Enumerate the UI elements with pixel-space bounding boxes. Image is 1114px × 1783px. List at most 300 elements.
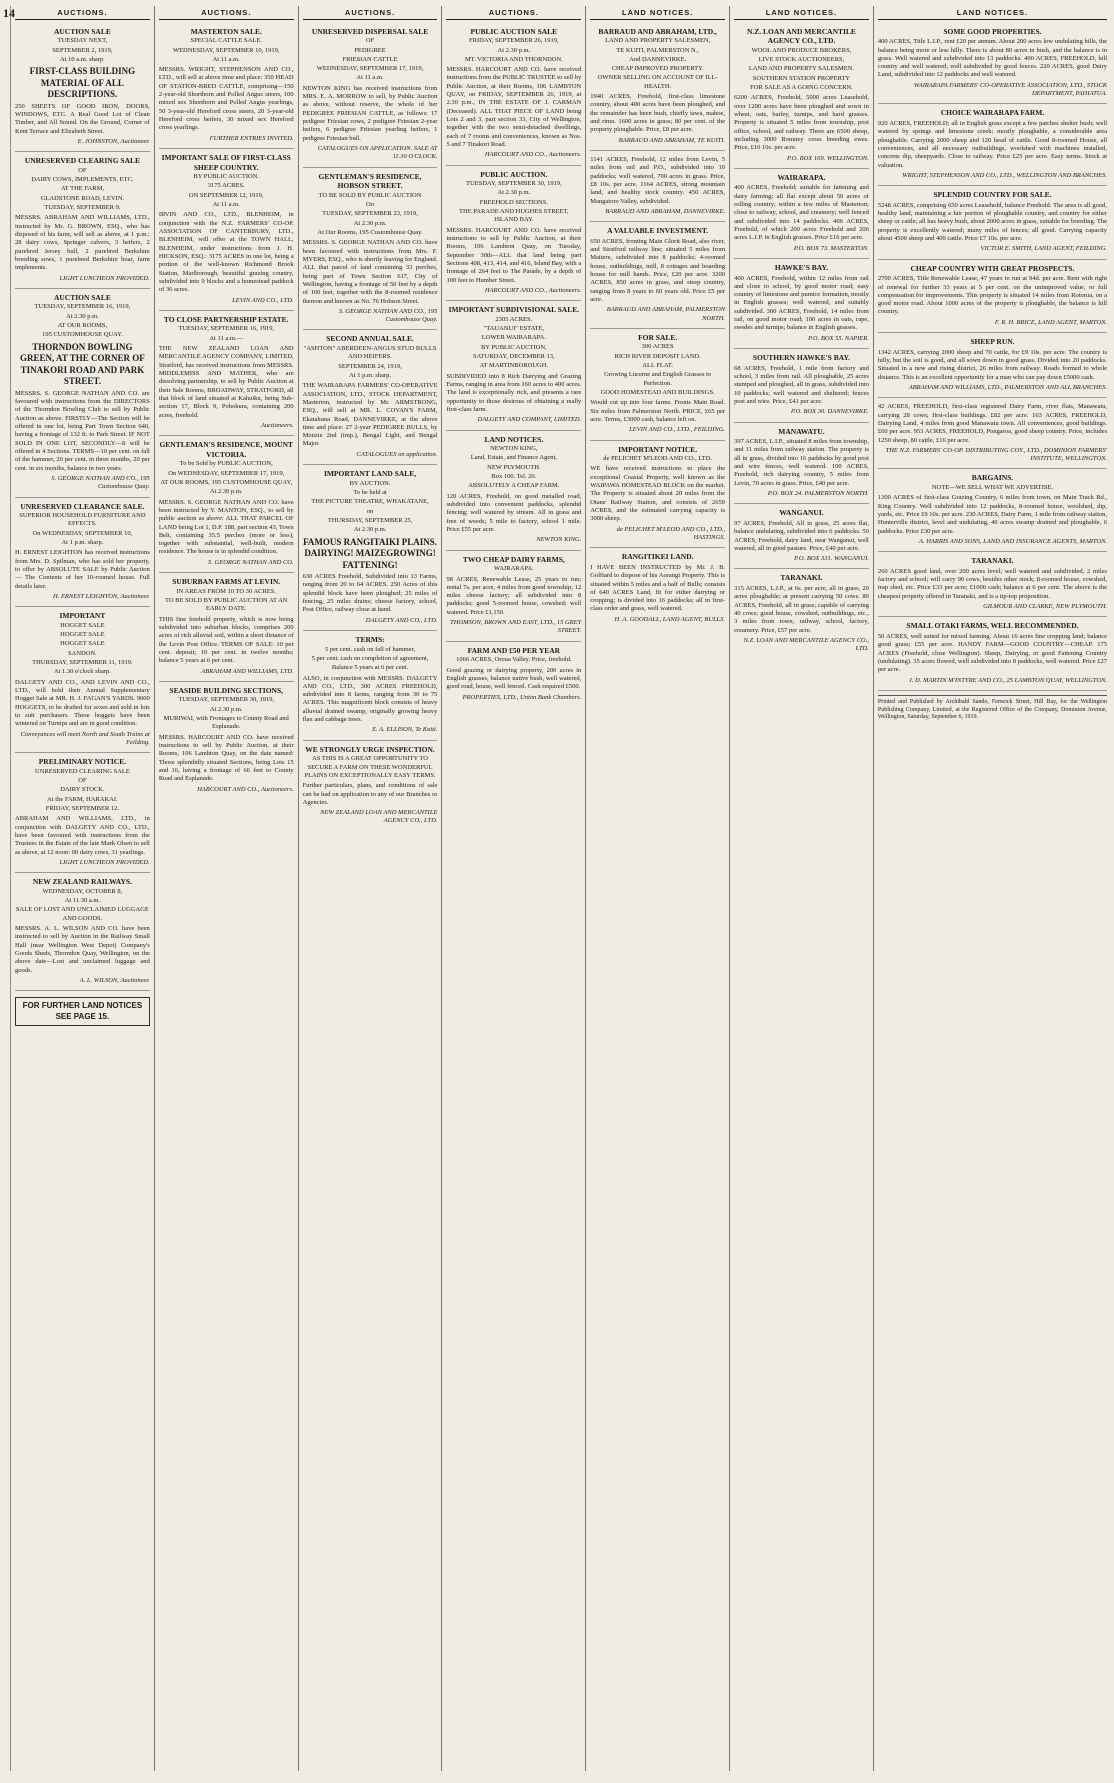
ad-subline: TUESDAY, SEPTEMBER 9. <box>44 204 121 212</box>
ad-body: 1940 ACRES, Freehold, first-class limestone country, about 400 acres have been ploughed, and the remainder has been bush, chiefly tawa, mahoe, and rimu. 1600 acres in grass; 80 per cent. of the property ploughable. Price, £8 per acre. <box>590 93 726 134</box>
ad-heading: SOME GOOD PROPERTIES. <box>943 26 1042 36</box>
ad-heading: WAIRARAPA. <box>777 172 826 182</box>
advertisement <box>734 169 869 259</box>
ad-heading: FARM AND £50 PER YEAR <box>467 645 561 655</box>
ad-body: 42 ACRES, FREEHOLD, first-class registered Dairy Farm, river flats, Manawatu, carrying 28 cows; first-class buildings. £82 per acre. 163 ACRES, FREEHOLD, Dairying Land, 4 miles from good Manawatu town. All conveniences, good buildings. £60 per acre. 953 ACRES, FREEHOLD, Pongaroa, good sheep country. Price, includes 1250 sheep, 80 cattle, £16 per acre. <box>877 403 1108 444</box>
advertisement <box>159 436 294 573</box>
ad-subline: 5 per cent. cash on fall of hammer, <box>324 645 416 653</box>
ad-body: ALSO, in conjunction with MESSRS. DALGETY AND CO., LTD., 300 ACRES FREEHOLD, subdivided into 8 farms, ranging from 30 to 75 ACRES. This magnificent block consists of heavy alluvial drained swamp, originally growing heavy flax and cabbage trees. <box>302 674 438 724</box>
ad-subline: To be held at <box>353 489 387 496</box>
ad-subline: SEPTEMBER 24, 1919, <box>338 362 402 370</box>
column-header: LAND NOTICES. <box>734 6 869 20</box>
ad-signature: BARRAUD AND ABRAHAM, DANNEVIRKE. <box>605 207 726 215</box>
ad-subline: SPECIAL CATTLE SALE. <box>190 37 262 45</box>
newspaper-page <box>3 6 1111 1771</box>
column-7 <box>874 6 1111 1771</box>
ad-signature: S. GEORGE NATHAN AND CO., 195 Customhouse Quay. <box>338 307 438 324</box>
ad-heading: SECOND ANNUAL SALE. <box>326 334 414 344</box>
advertisement <box>878 104 1107 186</box>
ad-subline: THURSDAY, SEPTEMBER 25, <box>327 516 413 524</box>
ad-signature: P.O. BOX 24. PALMERSTON NORTH. <box>767 489 869 497</box>
ad-signature: CATALOGUES ON APPLICATION. SALE AT 11.30 O'CLOCK. <box>317 144 438 161</box>
further-notices-box: FOR FURTHER LAND NOTICES SEE PAGE 15. <box>15 997 150 1025</box>
ad-subline: At 11 a.m. <box>356 74 384 82</box>
advertisement <box>159 149 294 311</box>
ad-subline: TUESDAY, SEPTEMBER 30, 1919, <box>465 180 562 188</box>
ad-subline: AS THIS IS A GREAT OPPORTUNITY TO SECURE A FARM ON THESE WONDERFUL PLAINS ON EXCEPTIONALLY EASY TERMS. <box>304 755 436 779</box>
ad-subline: LAND AND PROPERTY SALESMEN. <box>748 65 855 73</box>
ad-title: FIRST-CLASS BUILDING MATERIAL OF ALL DESCRIPTIONS. <box>29 66 136 100</box>
ad-signature: WRIGHT, STEPHENSON AND CO., LTD., WELLINGTON AND BRANCHES. <box>902 171 1108 179</box>
advertisement <box>303 741 438 831</box>
ad-signature: CATALOGUES on application. <box>356 450 438 458</box>
ad-subline: on <box>366 507 374 515</box>
ad-subline: BY PUBLIC AUCTION, <box>481 343 547 351</box>
advertisement <box>590 222 725 329</box>
ad-subline: WEDNESDAY, SEPTEMBER 10, 1919, <box>172 46 280 54</box>
advertisement <box>446 642 581 707</box>
ad-subline: At 1 p.m. sharp. <box>61 539 104 547</box>
ad-signature: DALGETY AND COMPANY, LIMITED. <box>477 416 582 424</box>
ad-subline: OF <box>78 777 87 785</box>
ad-heading: FOR SALE. <box>638 332 678 342</box>
ad-body: DALGETY AND CO., AND LEVIN AND CO., LTD., will hold their Annual Supplementary Hogget Sale at MR. H. J. FAGAN'S YARDS. 9000 HOGGETS, to be drafted for sexes and sold in lots to suit purchasers. These hoggets have been wintered on Turnips and are in good condition. <box>15 678 150 728</box>
ad-subline: THE PARADE AND HUGHES STREET, ISLAND BAY. <box>459 208 569 224</box>
ad-body: 400 ACRES, Freehold; suitable for fattening and dairy farming; all flat except about 50 acres of rolling country; within a few miles of Masterton; close to railway, school, and creamery; well fenced and subdivided into 14 paddocks. 406 ACRES, Freehold, of which 200 acres Freehold and 206 acres L.I.P. in English grasses. Price £16 per acre. <box>734 184 869 242</box>
ad-subline: FRIESIAN CATTLE <box>342 55 398 63</box>
ad-body: 400 ACRES, Freehold, within 12 miles from rail and close to school, by good motor road; easy country of limestone and pumice formation, mostly in English grasses; well watered, and suitably subdivided. 300 ACRES, Freehold, 14 miles from rail, on good motor road; 100 acres in oats, rape, swedes and turnips; balance in English grasses. <box>734 274 869 332</box>
ad-body: 630 ACRES Freehold, Subdivided into 13 Farms, ranging from 20 to 64 ACRES. 250 Acres of this splendid block have been ploughed; 25 miles of fencing, 25 miles drains; cheese factory, school, Post Office, railway close at hand. <box>302 573 438 614</box>
ad-signature: PROPERTIES, LTD., Union Bank Chambers. <box>462 693 582 701</box>
ad-heading: SMALL OTAKI FARMS, WELL RECOMMENDED. <box>906 621 1079 631</box>
advertisement <box>303 631 438 741</box>
ad-heading: GENTLEMAN'S RESIDENCE, HOBSON STREET. <box>318 171 422 191</box>
ad-signature: S. GEORGE NATHAN AND CO. <box>208 558 294 566</box>
ad-subline: FREEHOLD SECTIONS. <box>479 198 548 206</box>
ad-signature: A. L. WILSON, Auctioneer. <box>79 976 150 984</box>
ad-heading: A VALUABLE INVESTMENT. <box>607 226 709 236</box>
advertisement <box>15 498 150 608</box>
ad-subline: MURIWAI, with Frontages to County Road and Esplanade. <box>163 715 289 731</box>
ad-signature: GILMOUR AND CLARKE, NEW PLYMOUTH. <box>983 603 1108 611</box>
ad-signature: DALGETY AND CO., LTD. <box>365 616 438 624</box>
advertisement <box>446 431 581 551</box>
advertisement <box>159 682 294 799</box>
ad-heading: RANGITIKEI LAND. <box>621 552 694 562</box>
ad-subline: "ASHTON" ABERDEEN-ANGUS STUD BULLS AND HEIFERS. <box>303 345 437 361</box>
ad-heading: PRELIMINARY NOTICE. <box>38 757 127 767</box>
ad-subline: ALL FLAT. <box>642 362 673 370</box>
ad-subline: de PELICHET M'LEOD AND CO., LTD. <box>603 455 713 463</box>
ad-subline: 2305 ACRES. <box>495 315 533 323</box>
ad-subline: ON SEPTEMBER 12, 1919, <box>188 191 264 199</box>
ad-subline: At 1.30 o'clock sharp. <box>53 668 111 676</box>
ad-subline: Balance 5 years at 6 per cent. <box>331 664 409 672</box>
advertisement <box>878 398 1107 469</box>
ad-signature: S. GEORGE NATHAN AND CO., 195 Customhouse Quay. <box>51 474 150 491</box>
advertisement <box>590 151 725 222</box>
ad-body: IRVIN AND CO., LTD., BLENHEIM, in conjunction with the N.Z. FARMERS' CO-OP. ASSOCIATION OF CANTERBURY, LTD., BLENHEIM, will offer at the TOWN HALL, BLENHEIM, under instructions from J. H. HICKSON, ESQ.: 3175 ACRES in one lot, being a portion of the well-known Richmond Brook Station, Marlborough, beautiful grazing country, subdivided into 9 blocks and a homestead paddock of 36 acres. <box>158 211 294 294</box>
column-3 <box>299 6 443 1771</box>
ad-body: 650 ACRES, fronting Main Glorit Road, also river, and Stratford railway line; situated 5 miles from Maitere, subdivided into 8 paddocks; 4-roomed house, outbuildings, mill, 8 cottages and boarding house for mill hands. Price, £20 per acre. 3200 ACRES, 850 acres in grass, and steep country, ranging from 8 years to 60 years old. Price £5 per acre. <box>590 237 726 303</box>
ad-signature: P.O. BOX 331. WANGANUI. <box>794 555 869 563</box>
ad-signature: FURTHER ENTRIES INVITED. <box>209 134 294 142</box>
ad-subline: AT MARTINBOROUGH. <box>479 362 549 370</box>
ad-heading: NEW ZEALAND RAILWAYS. <box>32 877 132 887</box>
ad-heading: TWO CHEAP DAIRY FARMS, <box>462 554 565 564</box>
advertisement <box>15 607 150 753</box>
advertisement <box>303 465 438 631</box>
ad-subline: SUPERIOR HOUSEHOLD FURNITURE AND EFFECTS. <box>19 512 146 528</box>
ad-subline: At 11 a.m.— <box>209 334 244 342</box>
ad-subline: At 2.30 p.m. <box>209 488 243 496</box>
ad-heading: CHEAP COUNTRY WITH GREAT PROSPECTS. <box>910 263 1075 273</box>
ad-subline: At 2.30 p.m. <box>353 526 387 534</box>
advertisement <box>878 333 1107 398</box>
ad-subline: BY AUCTION. <box>349 479 391 487</box>
advertisement <box>15 289 150 498</box>
column-header: AUCTIONS. <box>15 6 150 20</box>
ad-body: 120 ACRES, Freehold, on good metalled road, subdivided into convenient paddocks, splendid fencing; well watered by stream. All in grass and free of weeds; 5 mile to factory, school 1 mile. Price £55 per acre. <box>446 492 582 533</box>
ad-heading: BARGAINS. <box>971 473 1014 483</box>
ad-body: MESSRS. A. L. WILSON AND CO. have been instructed to sell by Auction in the Railway Small Hall (near Wellington West Depot) Company's Goods Sheds, Thorndon Quay, Wellington, on the above date—Lost and unclaimed luggage and goods. <box>15 925 150 974</box>
ad-signature: Auctioneers. <box>260 421 294 429</box>
ad-heading: TERMS: <box>355 634 385 644</box>
ad-body: 1141 ACRES, Freehold, 12 miles from Levin, 5 miles from rail and P.O., subdivided into 10 paddocks; well watered, 700 acres in grass. Price, £8 10s. per acre. 1164 ACRES, strong mountain land, and healthy stock country. 450 ACRES, Mangatoro Valley, subdivided. <box>590 155 726 205</box>
ad-subline: RICH RIVER DEPOSIT LAND. <box>614 352 701 360</box>
ad-signature: J. D. MARTIN M'INTYRE AND CO., 25 LAMBTON QUAY, WELLINGTON. <box>908 676 1108 684</box>
ad-body: THE NEW ZEALAND LOAN AND MERCANTILE AGENCY COMPANY, LIMITED, Stratford, has received instructions from MESSRS. MIDDLEMISS AND MATHER, who are dissolving partnership, to sell by Public Auction at their Sale Rooms, BROADWAY, STRATFORD, all that block of land situated at Kahuiku, being Sub-section 17, Block 9, Pohokura, containing 200 acres, freehold. <box>158 345 294 419</box>
ad-heading: SOUTHERN HAWKE'S BAY. <box>752 353 851 363</box>
ad-subline: MT. VICTORIA AND THORNDON. <box>464 55 563 63</box>
ad-body: 250 SHEETS OF GOOD IRON, DOORS, WINDOWS, ETC. A Real Good Lot of Clean Timber, and All Sound. On the Ground, Corner of Kent Terrace and Elizabeth Street. <box>15 102 150 135</box>
ad-subline: SANDON. <box>68 649 97 657</box>
ad-subline: SALE OF LOST AND UNCLAIMED LUGGAGE AND GOODS. <box>15 906 149 922</box>
ad-signature: LEVIN AND CO., LTD., FEILDING. <box>629 426 726 434</box>
ad-subline: On WEDNESDAY, SEPTEMBER 17, 1919, <box>168 469 285 477</box>
ad-signature: P.O. BOX 55. NAPIER. <box>808 334 869 342</box>
ad-heading: IMPORTANT LAND SALE, <box>323 469 417 479</box>
column-header: AUCTIONS. <box>303 6 438 20</box>
ad-signature: LIGHT LUNCHEON PROVIDED. <box>59 858 150 866</box>
column-1 <box>11 6 155 1771</box>
ad-body: NEWTON KING has received instructions from MRS. E. A. MORROW to sell, by Public Auction as above, without reserve, the whole of her PEDIGREE FRIESIAN CATTLE, as follows: 17 pedigree Friesian cows, 2 pedigree Friesian 2-year heifers, 6 pedigree Friesian yearling heifers, 1 pedigree Friesian bull. <box>302 84 438 142</box>
advertisement <box>446 23 581 166</box>
ad-subline: At 2.30 p.m. <box>209 705 243 713</box>
ad-body: MESSRS. S. GEORGE NATHAN AND CO. have been favoured with instructions from Mrs. F. MYERS, ESQ., who is shortly leaving for England. ALL that parcel of land containing 33 perches, being part of Town Section 617, City of Wellington, having a frontage of 50 feet by a depth of 100 feet, together with the 8-roomed residence thereon and known as No. 76 Hobson Street. <box>302 239 438 305</box>
ad-heading: GENTLEMAN'S RESIDENCE, MOUNT VICTORIA. <box>159 440 293 459</box>
ad-signature: HARCOURT AND CO., Auctioneers. <box>484 286 582 294</box>
ad-subline: CHEAP IMPROVED PROPERTY. <box>611 65 704 73</box>
ad-subline: At 11.30 a.m. <box>64 897 101 905</box>
ad-signature: ABRAHAM AND WILLIAMS, LTD., PALMERSTON AND ALL BRANCHES. <box>908 383 1108 391</box>
ad-heading: UNRESERVED CLEARING SALE <box>24 156 140 166</box>
advertisement <box>878 617 1107 690</box>
ad-body: 1342 ACRES, carrying 2000 sheep and 70 cattle, for £9 10s. per acre. The country is hilly, but the soil is good, and all sown down in good grass. Divided into 20 paddocks. Situated in a new and rising district, 26 miles from railway. Roads formed to whole distance. This is an excellent opportunity for a man who can pay down £5000 cash. <box>877 348 1108 381</box>
advertisement <box>734 23 869 169</box>
ad-body: Would cut up into four farms. Fronts Main Road. Six miles from Palmerston North. PRICE, £65 per acre. Terms, £3000 cash, balance left on. <box>590 399 726 423</box>
ad-subline: TE KUITI, PALMERSTON N., <box>616 46 699 54</box>
advertisement <box>734 349 869 422</box>
column-header: AUCTIONS. <box>446 6 581 20</box>
ad-signature: E. A. ELLISON, Te Kuiti. <box>372 726 438 734</box>
ad-subline: FRIDAY, SEPTEMBER 12. <box>45 805 120 813</box>
ad-subline: ABSOLUTELY A CHEAP FARM. <box>468 482 560 490</box>
ad-heading: SPLENDID COUNTRY FOR SALE. <box>933 190 1052 200</box>
ad-signature: BARRAUD AND ABRAHAM, TE KUITI. <box>618 136 726 144</box>
ad-subline: HOGGET SALE <box>60 621 105 629</box>
ad-heading: SEASIDE BUILDING SECTIONS, <box>169 685 284 695</box>
ad-body: Further particulars, plans, and conditions of sale can be had on application to any of our Branches or Agencies. <box>302 782 438 806</box>
ad-body: 5248 ACRES, comprising 650 acres Leasehold, balance Freehold. The area is all good, healthy land, maintaining a fair portion of ploughable country, and country for either sheep or cattle; all has heavy bush, about 2000 acres in grass, suitable for breeding. The property is excellently watered; many miles of fences; all good. Carrying capacity about 4500 sheep and 400 cattle. Price £7 10s. per acre. <box>877 201 1108 242</box>
ad-body: MESSRS. S. GEORGE NATHAN AND CO. have been instructed by Y. MANTON, ESQ., to sell by public auction as above: ALL THAT PARCEL OF LAND being Lot 1, D.P. 188, part section 43, Town Belt, containing 35.5 perches (more or less), together with substantial, well-built, modern residence. The house is in splendid condition. <box>158 498 294 556</box>
advertisement <box>303 168 438 331</box>
advertisement <box>878 260 1107 333</box>
ad-subline: AT THE FARM, <box>60 185 104 193</box>
advertisement <box>446 301 581 430</box>
ad-heading: CHOICE WAIRARAPA FARM. <box>940 108 1045 118</box>
ad-subline: BY PUBLIC AUCTION. <box>193 173 260 181</box>
ad-heading: AUCTION SALE <box>53 292 111 302</box>
advertisement <box>446 166 581 302</box>
ad-signature: THE N.Z. FARMERS' CO-OP. DISTRIBUTING COY., LTD., DOMINION FARMERS' INSTITUTE, WELLINGTON. <box>885 446 1108 463</box>
ad-body: 68 ACRES, Freehold, 1 mile from factory and school, 3 miles from rail. All ploughable, 25 acres stumped and ploughed, all in grass, subdivided into 10 paddocks; well watered and sheltered; fences post and wire. Price, £41 per acre. <box>734 364 869 405</box>
ad-subline: At the FARM, HARAKAI. <box>47 795 118 803</box>
ad-heading: UNRESERVED DISPERSAL SALE <box>311 26 429 36</box>
ad-subline: On <box>366 201 374 209</box>
ad-subline: TO BE SOLD BY PUBLIC AUCTION <box>318 191 422 199</box>
ad-body: 2700 ACRES, Title Renewable Lease, 47 years to run at 94d. per acre. Rent with right of renewal for further 33 years at 5 per cent. on the unimproved value, or full compensation for improvements. This property is situated 14 miles from Rotorua, on a good motor road. About 1000 acres of the property is ploughable, the balance is hill country. <box>877 275 1108 316</box>
ad-subline: At 2.30 p.m. <box>497 46 531 54</box>
column-2 <box>155 6 299 1771</box>
ad-body: 260 ACRES good land, over 200 acres level; well watered and subdivided, 2 miles factory and school; will carry 90 cows, besides other stock; 8-roomed house, cowshed, trap shed, etc. Price £33 per acre; £1000 cash; balance at 6 per cent. The above is the cheapest property offered in Taranaki, and is a tip-top proposition. <box>877 567 1108 600</box>
ad-subline: Growing Lucerne and English Grasses to Perfection. <box>604 371 712 387</box>
advertisement <box>303 330 438 465</box>
column-4 <box>442 6 586 1771</box>
ad-subline: WEDNESDAY, SEPTEMBER 17, 1919, <box>316 65 424 73</box>
ad-signature: F. R. H. BRICE, LAND AGENT, MARTON. <box>994 318 1108 326</box>
advertisement <box>590 441 725 549</box>
ad-heading: SUBURBAN FARMS AT LEVIN. <box>172 577 281 587</box>
ad-body: 98 ACRES, Renewable Lease, 25 years to run; rental 7s. per acre, 4 miles from good township; 12 miles cheese factory; all subdivided into 8 paddocks; good 5-roomed house, cowshed; well watered. Price £1,150. <box>446 575 582 616</box>
advertisement <box>15 753 150 873</box>
ad-subline: DAIRY COWS, IMPLEMENTS, ETC. <box>31 176 134 184</box>
ad-subline: NEWTON KING, <box>490 445 538 453</box>
ad-body: WE have received instructions to place the exceptional Coastal Property, well known as the WAIPAWA HOMESTEAD BLOCK on the market. The Property is situated about 20 miles from the Otane Railway Station, and consists of 2650 ACRES, and the estimated carrying capacity is 3000 sheep. <box>590 465 726 523</box>
column-header: AUCTIONS. <box>159 6 294 20</box>
ad-subline: GOOD HOMESTEAD AND BUILDINGS. <box>600 389 715 396</box>
advertisement <box>734 504 869 569</box>
ad-subline: AT OUR ROOMS, <box>57 322 108 330</box>
ad-body: 50 ACRES, well suited for mixed farming. About 16 acres fine cropping land; balance good grass; £55 per acre. HANDY FARM—GOOD COUNTRY—CHEAP. 175 ACRES (Freehold, close Wellington). Sheep, Dairying, or good Fattening Country (undulating). 35 acres flowed, well subdivided into 8 paddocks, well watered. Price £27 per acre. <box>877 632 1108 674</box>
advertisement <box>878 552 1107 617</box>
advertisement <box>878 469 1107 552</box>
ad-subline: TO BE SOLD BY PUBLIC AUCTION AT AN EARLY DATE. <box>164 597 288 613</box>
ad-signature: HARCOURT AND CO., Auctioneers. <box>197 785 294 793</box>
ad-body: MESSRS. WRIGHT, STEPHENSON AND CO., LTD., will sell at above time and place: 350 HEAD OF STATION-BRED CATTLE, comprising—150 2-year-old Shorthorn and Polled Angus steers, 100 mixed sex Shorthorn and Polled Angus yearlings, 50 3-year-old Hereford cross steers, 20 3-year-old Hereford cross heifers, 30 mixed sex Hereford cross yearlings. <box>158 66 294 132</box>
ad-body: 6200 ACRES, Freehold, 5000 acres Leasehold, over 1200 acres have been ploughed and sown in wheat, oats, barley, turnips, and hard grasses. Property is situated 5 miles from township, post office, school, and railway. There are 6500 sheep, including 3000 Romney cross breeding ewes. Price, £10 10s. per acre. <box>734 94 869 152</box>
ad-body: THE WAIRARAPA FARMERS' CO-OPERATIVE ASSOCIATION, LTD., STOCK DEPARTMENT, Masterton, instructed by Mr. ARMSTRONG, ESQ., will sell at MR. L. COVAN'S FARM, Ekatahuna Road, DANNEVIRKE, at the above time and place: 27 2-year PEDIGREE BULLS, by Monzie 2nd (imp.), Bengal Light, and Bengal Major. <box>302 382 438 448</box>
ad-body: 400 ACRES, Title L.I.P., rent £20 per annum. About 200 acres low undulating hills, the balance being more or less hilly. There is about 80 acres in bush, and the balance is in grass. Well watered and subdivided into 13 paddocks. 400 ACRES, FREEHOLD, hill country and well watered, well subdivided by good fences. 220 ACRES, good Dairy Land, subdivided into 12 paddocks and well watered. <box>877 38 1108 79</box>
ad-subline: FOR SALE AS A GOING CONCERN. <box>750 84 853 92</box>
ad-signature: NEW ZEALAND LOAN AND MERCANTILE AGENCY CO., LTD. <box>320 809 438 825</box>
ad-body: MESSRS. S. GEORGE NATHAN AND CO. are favoured with instructions from the DIRECTORS of the Thorndon Bowling Club to sell by Public Auction as above. FIRSTLY—The Section will be offered in one lot, being Part Town Section 640, having a frontage of 132 ft. to Park Street. IF NOT SOLD IN ONE LOT, SECONDLY—It will be offered in 4 Sections. TERMS—10 per cent. on fall of the hammer, 20 per cent. in three months, 20 per cent. in six months, balance in two years. <box>15 389 150 472</box>
ad-subline: TUESDAY, SEPTEMBER 16, 1919, <box>178 325 275 333</box>
advertisement <box>590 329 725 441</box>
column-5 <box>586 6 730 1771</box>
ad-title: FAMOUS RANGITAIKI PLAINS. DAIRYING! MAIZEGROWING! FATTENING! <box>303 536 437 570</box>
ad-heading: PUBLIC AUCTION SALE <box>470 26 558 36</box>
ad-subline: At 11 a.m. <box>212 201 240 209</box>
ad-subline: HOGGET SALE <box>60 631 105 639</box>
ad-subline: NOTE—WE SELL WHAT WE ADVERTISE. <box>931 484 1054 492</box>
ad-signature: Conveyances will meet North and South Trains at Feilding. <box>20 730 150 746</box>
ad-subline: TUESDAY NEXT, <box>57 37 108 45</box>
ad-subline: 5 per cent. cash on completion of agreement, <box>311 654 429 662</box>
advertisement <box>878 23 1107 105</box>
ad-heading: MANAWATU. <box>778 426 825 436</box>
ad-signature: de PELICHET M'LEOD AND CO., LTD., HASTINGS. <box>616 525 726 541</box>
column-header: LAND NOTICES. <box>878 6 1107 20</box>
ad-subline: OF <box>365 37 375 45</box>
ad-body: 920 ACRES, FREEHOLD; all in English grass except a few patches shelter bush; well watered by springs and limestone creek; mostly ploughable, a considerable area ploughable. Carrying 2000 sheep and 120 head of cattle. Good 8-roomed House, all conveniences, and all necessary outbuildings, woolshed with machines installed, concrete dip, sheepyards. Close to railway. Price £25 per acre. Easy terms. Stock at valuation. <box>877 119 1108 169</box>
ad-heading: WE STRONGLY URGE INSPECTION. <box>305 744 435 754</box>
ad-signature: A. HARRIS AND SONS, LAND AND INSURANCE AGENTS, MARTON. <box>919 537 1108 545</box>
ad-heading: IMPORTANT NOTICE. <box>618 444 698 454</box>
ad-heading: UNRESERVED CLEARANCE SALE. <box>20 501 145 511</box>
ad-subline: At 2.30 p.m. <box>497 189 531 197</box>
advertisement <box>159 23 294 149</box>
ad-subline: WEDNESDAY, OCTOBER 8, <box>42 887 123 895</box>
ad-heading: HAWKE'S BAY. <box>774 262 829 272</box>
ad-subline: At 10 a.m. sharp. <box>60 55 105 63</box>
ad-subline: HOGGET SALE <box>60 640 105 648</box>
ad-heading: WANGANUI. <box>779 508 824 518</box>
advertisement <box>734 569 869 658</box>
ad-signature: ABRAHAM AND WILLIAMS, LTD. <box>201 667 294 675</box>
ad-subline: GLADSTONE ROAD, LEVIN. <box>40 194 125 202</box>
ad-heading: LAND NOTICES. <box>484 434 544 444</box>
ad-subline: SOUTHERN STATION PROPERTY <box>752 74 851 82</box>
ad-subline: On WEDNESDAY, SEPTEMBER 10, <box>32 529 133 537</box>
ad-subline: At 2.30 p.m. <box>66 312 99 320</box>
ad-heading: SHEEP RUN. <box>970 337 1015 347</box>
ad-subline: 300 ACRES <box>641 343 674 351</box>
ad-heading: TARANAKI. <box>780 573 823 583</box>
ad-heading: IMPORTANT SUBDIVISIONAL SALE. <box>448 305 580 315</box>
ad-subline: To be Sold by PUBLIC AUCTION, <box>179 460 273 468</box>
ad-body: MESSRS. HARCOURT AND CO. have received instructions from the PUBLIC TRUSTEE to sell by Public Auction, at their Rooms, 106 LAMBTON QUAY, on FRIDAY, SEPTEMBER 26, 1919, at 2.30 p.m., IN THE ESTATE OF J. CARMAN (Deceased). ALL THAT PIECE OF LAND being Lots 2 and 3, part section 33, City of Wellington, together with the two semi-detached dwellings, each of 7 rooms and conveniences, known as Nos. 5 and 7 Tinakori Road. <box>446 66 582 148</box>
ad-signature: HARCOURT AND CO., Auctioneers. <box>484 151 582 159</box>
column-6 <box>730 6 874 1771</box>
ad-heading: PUBLIC AUCTION. <box>480 169 548 179</box>
ad-body: THIS fine freehold property, which is now being subdivided into suburban blocks, comprises 200 acres of rich alluvial soil, within a short distance of the Levin Post Office. TERMS OF SALE: 10 per cent. deposit; 10 per cent. in twelve months; balance 5 years at 6 per cent. <box>158 615 294 665</box>
ad-body: MESSRS. ABRAHAM AND WILLIAMS, LTD., instructed by Mr. G. BROWN, ESQ., who has disposed of his farm, will sell as above, at 1 p.m.: 28 dairy cows, Springer calvers, 3 heifers, 2 purebred Jersey bull, 2 purebred Berkshire breeding sows, 1 purebred Berkshire boar, farm implements. <box>15 214 150 272</box>
ad-body: MESSRS. HARCOURT AND CO. have received instructions to sell by Public Auction, at their Rooms, 106 Lambton Quay, on Tuesday, September 30th—ALL that land being part Sections 408, 413, 414, and 416, Island Bay, with a frontage of 264 feet to The Parade, by a depth of 100 feet to Humber Street. <box>446 226 582 284</box>
ad-signature: LIGHT LUNCHEON PROVIDED. <box>59 274 150 282</box>
ad-subline: SEPTEMBER 2, 1919, <box>52 46 113 54</box>
ad-subline: And DANNEVIRKE. <box>629 55 687 63</box>
advertisement <box>590 548 725 629</box>
advertisement <box>159 311 294 436</box>
ad-subline: LOWER WAIRARAPA. <box>481 334 546 342</box>
ad-heading: AUCTION SALE <box>53 26 111 36</box>
ad-signature: VICTOR E. SMITH, LAND AGENT, FEILDING. <box>980 245 1108 253</box>
ad-body: 97 ACRES, Freehold, All in grass, 25 acres flat, balance undulating, subdivided into 6 paddocks. 50 ACRES, Freehold, dairy land, near Wanganui, well watered, all in good pasture. Price, £40 per acre. <box>734 519 869 552</box>
ad-title: THORNDON BOWLING GREEN, AT THE CORNER OF TINAKORI ROAD AND PARK STREET. <box>20 341 145 387</box>
ad-body: SUBDIVIDED into 8 Rich Dairying and Grazing Farms, ranging in area from 160 acres to 400 acres. The land is exceptionally rich, and presents a rare opportunity to those desirous of obtaining a really first-class farm. <box>446 372 582 413</box>
ad-heading: MASTERTON SALE. <box>190 26 262 36</box>
ad-heading: N.Z. LOAN AND MERCANTILE AGENCY CO., LTD. <box>746 26 856 46</box>
ad-signature: NEWTON KING. <box>536 536 582 544</box>
ad-subline: WAIRARAPA. <box>494 565 534 573</box>
ad-heading: BARRAUD AND ABRAHAM, LTD., <box>598 26 717 36</box>
ad-subline: PEDIGREE <box>354 46 386 54</box>
ad-signature: H. ERNEST LEIGHTON, Auctioneer. <box>53 592 150 600</box>
ad-body: Good grazing or dairying property, 200 acres in English grasses, balance native bush, well watered, good road, house, well fenced. Cash required £500. <box>446 666 582 691</box>
advertisement <box>303 23 438 168</box>
ad-body: I HAVE BEEN INSTRUCTED by Mr. J. B. Golfiard to dispose of his Aorangi Property. This is situated within 5 miles and a half of Bulls; consists of 640 ACRES Land, fit for either dairying or cropping; is divided into 16 paddocks; all in first-class order and grass, well watered. <box>590 563 726 613</box>
ad-signature: P.O. BOX 169. WELLINGTON. <box>786 154 869 162</box>
advertisement <box>15 152 150 289</box>
ad-subline: DAIRY STOCK. <box>60 786 105 794</box>
ad-signature: P.O. BOX 30. DANNEVIRKE. <box>790 408 869 416</box>
ad-subline: UNRESERVED CLEARING SALE <box>35 767 130 775</box>
ad-signature: E. JOHNSTON, Auctioneer. <box>77 137 150 145</box>
ad-heading: IMPORTANT SALE OF FIRST-CLASS SHEEP COUNTRY. <box>161 152 291 172</box>
ad-subline: At 1 p.m. sharp. <box>349 371 391 379</box>
ad-subline: LAND AND PROPERTY SALESMEN, <box>605 37 711 45</box>
ad-subline: NEW PLYMOUTH. <box>487 463 541 471</box>
ad-subline: THE PICTURE THEATRE, WHAKATANE, <box>311 498 429 506</box>
ad-subline: At 11 a.m. <box>212 55 240 63</box>
ad-heading: TO CLOSE PARTNERSHIP ESTATE. <box>163 314 289 324</box>
ad-subline: OF <box>78 166 87 174</box>
ad-subline: TUESDAY, SEPTEMBER 30, 1919, <box>178 696 275 704</box>
ad-subline: 195 CUSTOMHOUSE QUAY. <box>42 331 123 339</box>
ad-heading: IMPORTANT <box>59 611 106 621</box>
ad-subline: THURSDAY, SEPTEMBER 11, 1919. <box>32 659 133 667</box>
ad-signature: WAIRARAPA FARMERS' CO-OPERATIVE ASSOCIATION, LTD., STOCK DEPARTMENT, PAHIATUA. <box>913 81 1108 98</box>
advertisement <box>734 259 869 349</box>
ad-subline: Box 100. Tel. 20. <box>491 473 537 481</box>
ad-body: 1300 ACRES of first-class Grazing Country, 6 miles from town, on Main Track Rd., King Country. Well subdivided into 12 paddocks, 8-roomed house, woolshed, dip, yards, etc. Price £9 10s. per acre. 230 ACRES, Dairy Farm, 1 mile from railway station, Hunterville district, level and undulating, 40 acres swamp drained and ploughable, 6 paddocks. Price £30 per acre. <box>877 494 1108 535</box>
ad-body: 315 ACRES, L.I.P., at 6s. per acre, all in grass, 20 acres ploughable; at present carrying 50 cows. 80 ACRES, Freehold, all in grass; capable of carrying 40 cows; good house, cowshed, outbuildings, etc., 3 miles from town, railway, school, factory, creamery. Price, £57 per acre. <box>734 585 869 634</box>
ad-body: ABRAHAM AND WILLIAMS, LTD., in conjunction with DALGETY AND CO., LTD., have been favoured with instructions from the Trustees in the Estate of the late Mark Olsen to sell as above, at 12 noon: 90 dairy cows, 31 yearlings. <box>15 815 150 856</box>
ad-heading: TARANAKI. <box>971 556 1014 566</box>
ad-subline: 1066 ACRES, Oroua Valley. Price, freehold. <box>456 656 572 664</box>
ad-subline: Land, Estate, and Finance Agent, <box>470 454 557 462</box>
printer-imprint: Printed and Published by Archibald Sando, Fenwick Street, Hill Bay, for the Wellington Publishing Company, Limited, at the Registered Office of the Company, Dominion Avenue, Wellington, Saturday, September 6, 1919. <box>878 695 1107 722</box>
ad-signature: N.Z. LOAN AND MERCANTILE AGENCY CO., LTD. <box>743 636 869 653</box>
page-number: 14 <box>3 6 15 20</box>
advertisement <box>15 873 150 991</box>
ad-subline: AT OUR ROOMS, 195 CUSTOMHOUSE QUAY, <box>160 478 293 486</box>
advertisement <box>15 23 150 153</box>
ad-signature: THOMSON, BROWN AND EAST, LTD., 15 GREY STREET. <box>450 619 582 635</box>
ad-body: 397 ACRES, L.I.P., situated 8 miles from township, and 11 miles from railway station. The property is all in grass, divided into 16 paddocks by good post and wire fences, well watered. 100 ACRES, Freehold, rich dairying country, 5 miles from Levin, 70 acres in grass. Price, £40 per acre. <box>734 438 869 487</box>
ad-signature: H. A. GOODALL, LAND AGENT, BULLS. <box>614 615 726 623</box>
ad-signature: LEVIN AND CO., LTD. <box>232 296 294 304</box>
ad-subline: At Our Rooms, 195 Customhouse Quay. <box>317 229 423 236</box>
ad-subline: TUESDAY, SEPTEMBER 23, 1919, <box>322 210 418 218</box>
ad-subline: OWNER SELLING ON ACCOUNT OF ILL-HEALTH. <box>597 74 718 90</box>
ad-body: H. ERNEST LEIGHTON has received instructions from Mrs. D. Spilman, who has sold her property, to offer by ABSOLUTE SALE by Public Auction — The Contents of her 10-roomed house. Full details later. <box>15 549 150 590</box>
ad-signature: BARRAUD AND ABRAHAM, PALMERSTON NORTH. <box>606 306 726 322</box>
ad-subline: IN AREAS FROM 10 TO 30 ACRES. <box>176 587 277 595</box>
advertisement <box>446 551 581 642</box>
ad-subline: FRIDAY, SEPTEMBER 26, 1919, <box>469 37 559 45</box>
